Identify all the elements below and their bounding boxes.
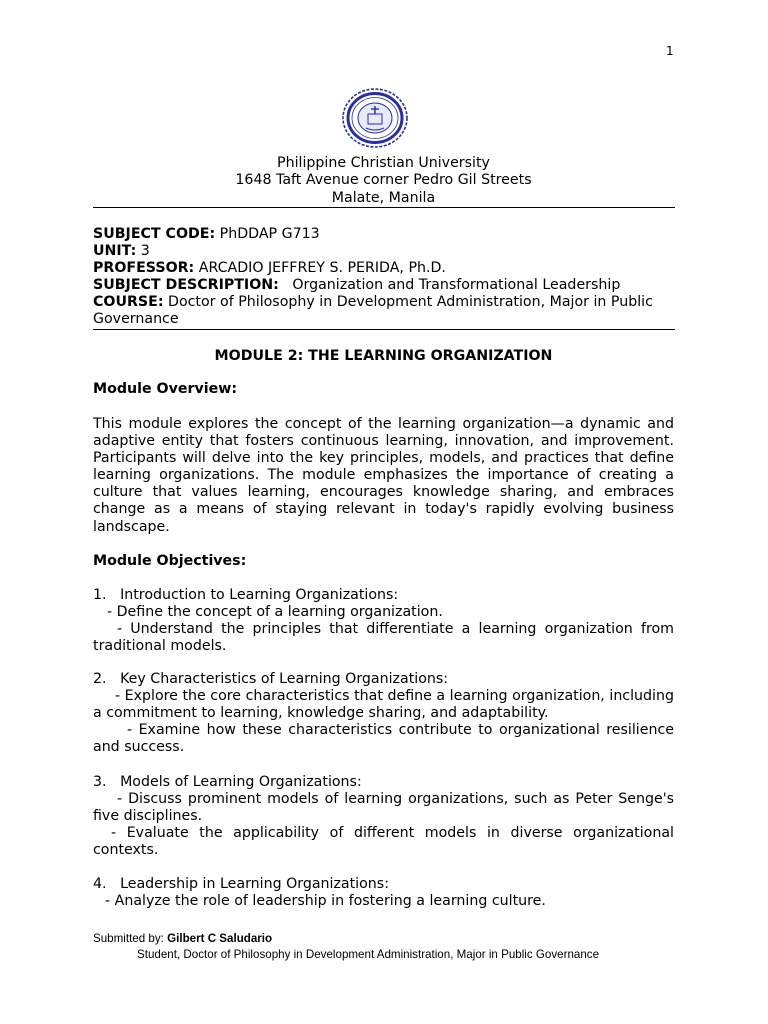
subject-description-label: SUBJECT DESCRIPTION:: [93, 277, 279, 293]
overview-heading: Module Overview:: [93, 381, 237, 397]
objective-point: - Explore the core characteristics that define a learning organization, including a commitment to learning, knowledge sharing, and adaptability.: [93, 688, 674, 722]
university-name: Philippine Christian University: [277, 155, 490, 171]
objective-item: [93, 671, 674, 756]
submitted-by: [93, 932, 693, 945]
objective-title: 1. Introduction to Learning Organizations:: [93, 587, 399, 603]
objective-title: 2. Key Characteristics of Learning Organizations:: [93, 671, 449, 687]
professor-value: ARCADIO JEFFREY S. PERIDA, Ph.D.: [194, 260, 446, 276]
subject-code-label: SUBJECT CODE:: [93, 226, 216, 242]
university-seal-icon: [342, 88, 408, 148]
university-address-line2: Malate, Manila: [331, 189, 436, 206]
university-header: [93, 155, 674, 207]
objective-item: [93, 876, 674, 910]
info-divider: [93, 329, 675, 330]
overview-text: This module explores the concept of the learning organization—a dynamic and adaptive entity that fosters continuous learning, innovation, and improvement. Participants will delve into the key principles, models, and practices that define learning organizations. The module emphasizes the importance of creating a culture that values learning, encourages knowledge sharing, and embraces change as a means of staying relevant in today's rapidly evolving business landscape.: [93, 416, 674, 535]
header-divider: [93, 207, 675, 208]
objectives-heading: Module Objectives:: [93, 553, 247, 569]
subject-description-value: Organization and Transformational Leadership: [278, 277, 621, 293]
unit-value: 3: [136, 243, 150, 259]
module-title: MODULE 2: THE LEARNING ORGANIZATION: [214, 348, 553, 364]
objective-point: - Define the concept of a learning organization.: [107, 604, 443, 621]
course-info: [93, 226, 683, 328]
objective-title: 4. Leadership in Learning Organizations:: [93, 876, 389, 892]
submitted-by-name: Gilbert C Saludario: [167, 932, 273, 945]
unit-row: [93, 243, 683, 260]
university-address-line1: 1648 Taft Avenue corner Pedro Gil Streets: [235, 172, 532, 189]
subject-code-value: PhDDAP G713: [215, 226, 320, 242]
submitted-by-label: Submitted by:: [93, 932, 168, 945]
course-label: COURSE:: [93, 294, 164, 310]
professor-row: [93, 260, 683, 277]
student-line: Student, Doctor of Philosophy in Development Administration, Major in Public Governance: [137, 948, 600, 961]
objective-point: - Evaluate the applicability of different models in diverse organizational contexts.: [93, 825, 674, 859]
objective-point: - Understand the principles that differentiate a learning organization from traditional models.: [93, 621, 674, 655]
subject-code-row: [93, 226, 683, 243]
objective-item: [93, 774, 674, 859]
course-row: [93, 294, 663, 328]
objective-title: 3. Models of Learning Organizations:: [93, 774, 362, 790]
objective-point: - Examine how these characteristics contribute to organizational resilience and success.: [93, 722, 674, 756]
objective-point: - Discuss prominent models of learning organizations, such as Peter Senge's five disciplines.: [93, 791, 674, 825]
unit-label: UNIT:: [93, 243, 137, 259]
objective-point: - Analyze the role of leadership in fostering a learning culture.: [105, 893, 546, 910]
subject-description-row: [93, 277, 683, 294]
professor-label: PROFESSOR:: [93, 260, 195, 276]
objective-item: [93, 587, 674, 655]
course-value: Doctor of Philosophy in Development Administration, Major in Public Governance: [93, 294, 653, 327]
page-number: 1: [666, 44, 674, 58]
